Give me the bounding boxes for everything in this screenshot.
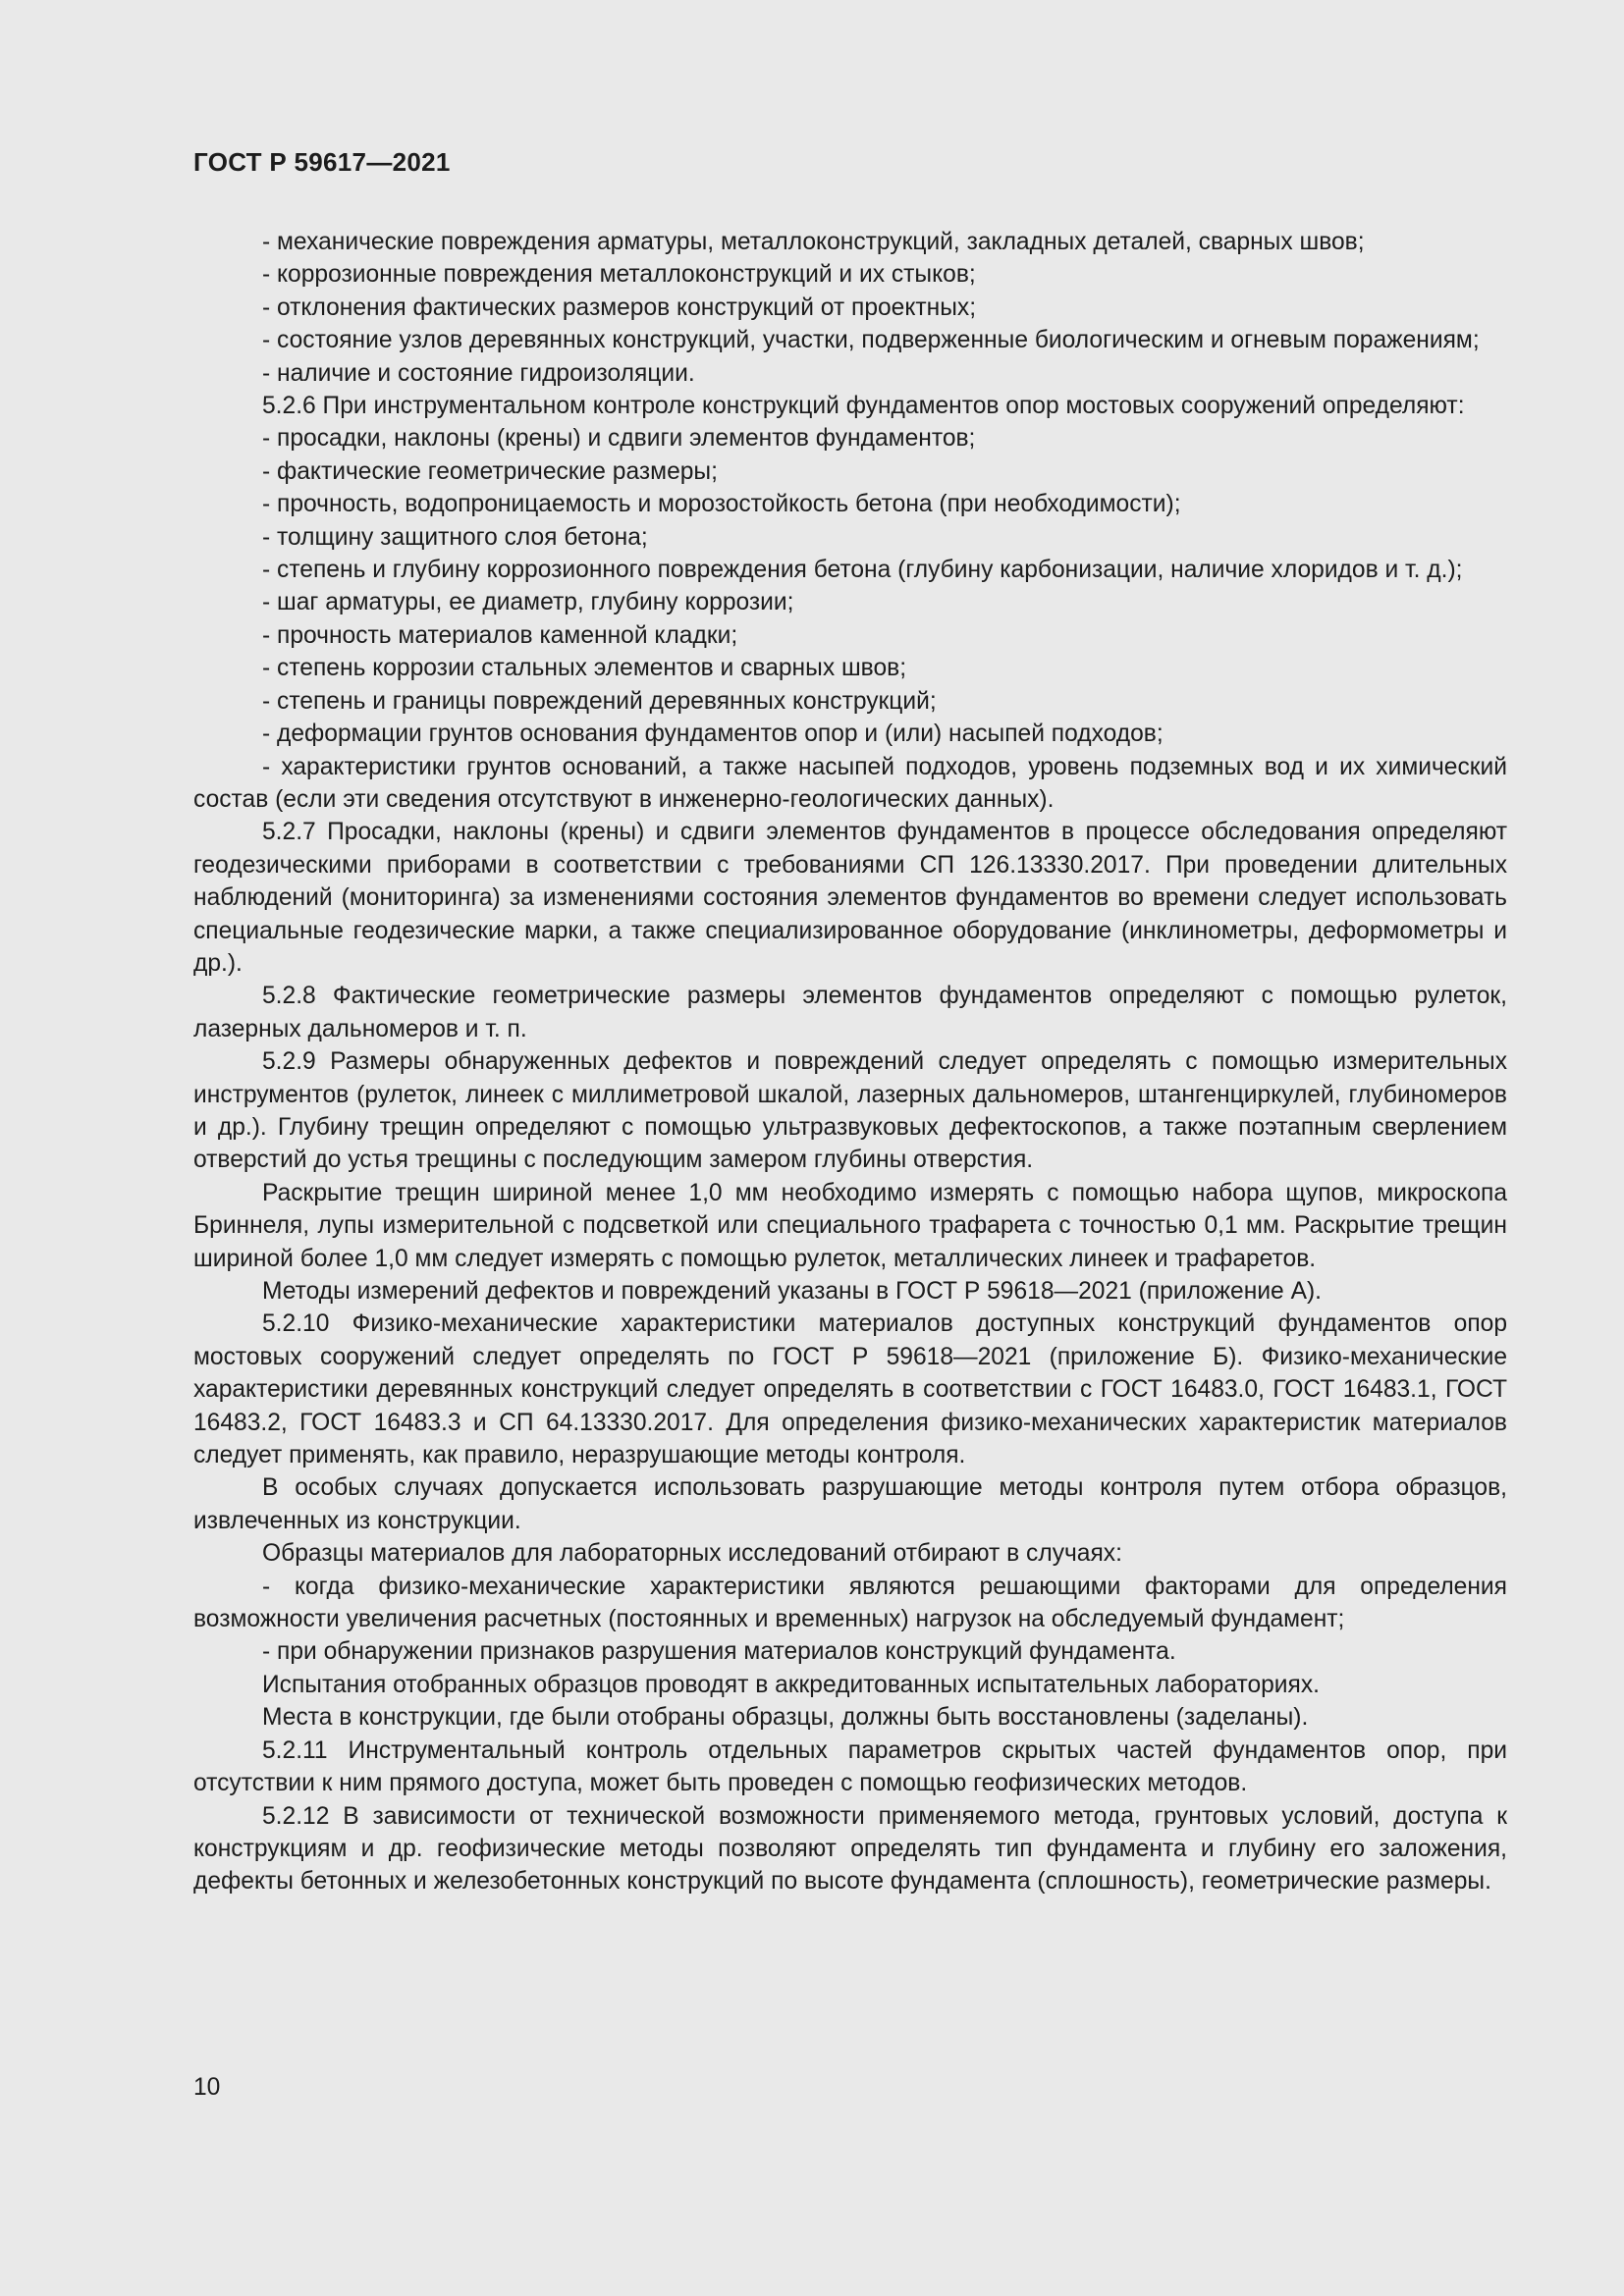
- list-item: - просадки, наклоны (крены) и сдвиги элементов фундаментов;: [262, 425, 976, 453]
- list-item: - степень и глубину коррозионного повреждения бетона (глубину карбонизации, наличие хлоридов и т. д.);: [262, 557, 1463, 584]
- paragraph: Методы измерений дефектов и повреждений указаны в ГОСТ Р 59618—2021 (приложение А).: [262, 1278, 1322, 1305]
- list-item: - прочность, водопроницаемость и морозостойкость бетона (при необходимости);: [262, 491, 1181, 518]
- standard-code-header: ГОСТ Р 59617—2021: [193, 147, 451, 177]
- paragraph: Испытания отобранных образцов проводят в аккредитованных испытательных лабораториях.: [262, 1671, 1320, 1698]
- clause-5-2-6: 5.2.6 При инструментальном контроле конструкций фундаментов опор мостовых сооружений определяют:: [262, 393, 1465, 420]
- body-text: [193, 226, 1507, 1898]
- list-item: - прочность материалов каменной кладки;: [262, 621, 738, 649]
- list-item: - деформации грунтов основания фундаментов опор и (или) насыпей подходов;: [262, 721, 1164, 748]
- paragraph: Места в конструкции, где были отобраны образцы, должны быть восстановлены (заделаны).: [262, 1704, 1309, 1732]
- list-item: - когда физико-механические характеристики являются решающими факторами для определения возможности увеличения расчетных (постоянных и временных) нагрузок на обследуемый фундамент;: [193, 1573, 1507, 1633]
- list-item: - характеристики грунтов оснований, а также насыпей подходов, уровень подземных вод и их химический состав (если эти сведения отсутствуют в инженерно-геологических данных).: [193, 753, 1507, 813]
- clause-5-2-11: 5.2.11 Инструментальный контроль отдельных параметров скрытых частей фундаментов опор, при отсутствии к ним прямого доступа, может быть проведен с помощью геофизических методов.: [193, 1736, 1507, 1797]
- clause-5-2-7: 5.2.7 Просадки, наклоны (крены) и сдвиги элементов фундаментов в процессе обследования определяют геодезическими приборами в соответствии с требованиями СП 126.13330.2017. При проведении длительных наблюдений (мониторинга) за изменениями состояния элементов фундаментов во времени следует использовать специальные геодезические марки, а также специализированное оборудование (инклинометры, деформометры и др.).: [193, 819, 1507, 977]
- clause-5-2-9: 5.2.9 Размеры обнаруженных дефектов и повреждений следует определять с помощью измерительных инструментов (рулеток, линеек с миллиметровой шкалой, лазерных дальномеров, штангенциркулей, глубиномеров и др.). Глубину трещин определяют с помощью ультразвуковых дефектоскопов, а также поэтапным сверлением отверстий до устья трещины с последующим замером глубины отверстия.: [193, 1048, 1507, 1174]
- list-item: - шаг арматуры, ее диаметр, глубину коррозии;: [262, 589, 794, 616]
- list-item: - наличие и состояние гидроизоляции.: [262, 359, 695, 387]
- list-item: - состояние узлов деревянных конструкций, участки, подверженные биологическим и огневым поражениям;: [262, 327, 1480, 354]
- list-item: - коррозионные повреждения металлоконструкций и их стыков;: [262, 261, 976, 289]
- page-number: 10: [193, 2074, 221, 2101]
- paragraph: Образцы материалов для лабораторных исследований отбирают в случаях:: [262, 1540, 1122, 1568]
- paragraph: В особых случаях допускается использовать разрушающие методы контроля путем отбора образцов, извлеченных из конструкции.: [193, 1474, 1507, 1534]
- list-item: - при обнаружении признаков разрушения материалов конструкций фундамента.: [262, 1638, 1176, 1666]
- clause-5-2-10: 5.2.10 Физико-механические характеристики материалов доступных конструкций фундаментов опор мостовых сооружений следует определять по ГОСТ Р 59618—2021 (приложение Б). Физико-механические характеристики деревянных конструкций следует определять в соответствии с ГОСТ 16483.0, ГОСТ 16483.1, ГОСТ 16483.2, ГОСТ 16483.3 и СП 64.13330.2017. Для определения физико-механических характеристик материалов следует применять, как правило, неразрушающие методы контроля.: [193, 1310, 1507, 1469]
- list-item: - степень и границы повреждений деревянных конструкций;: [262, 687, 937, 715]
- list-item: - степень коррозии стальных элементов и сварных швов;: [262, 655, 907, 682]
- paragraph: Раскрытие трещин шириной менее 1,0 мм необходимо измерять с помощью набора щупов, микроскопа Бриннеля, лупы измерительной с подсветкой или специального трафарета с точностью 0,1 мм. Раскрытие трещин шириной более 1,0 мм следует измерять с помощью рулеток, металлических линеек и трафаретов.: [193, 1179, 1507, 1272]
- list-item: - толщину защитного слоя бетона;: [262, 523, 648, 551]
- clause-5-2-12: 5.2.12 В зависимости от технической возможности применяемого метода, грунтовых условий, доступа к конструкциям и др. геофизические методы позволяют определять тип фундамента и глубину его заложения, дефекты бетонных и железобетонных конструкций по высоте фундамента (сплошность), геометрические размеры.: [193, 1802, 1507, 1896]
- list-item: - механические повреждения арматуры, металлоконструкций, закладных деталей, сварных швов;: [262, 229, 1365, 255]
- list-item: - отклонения фактических размеров конструкций от проектных;: [262, 294, 977, 321]
- list-item: - фактические геометрические размеры;: [262, 457, 718, 485]
- clause-5-2-8: 5.2.8 Фактические геометрические размеры элементов фундаментов определяют с помощью рулеток, лазерных дальномеров и т. п.: [193, 983, 1507, 1042]
